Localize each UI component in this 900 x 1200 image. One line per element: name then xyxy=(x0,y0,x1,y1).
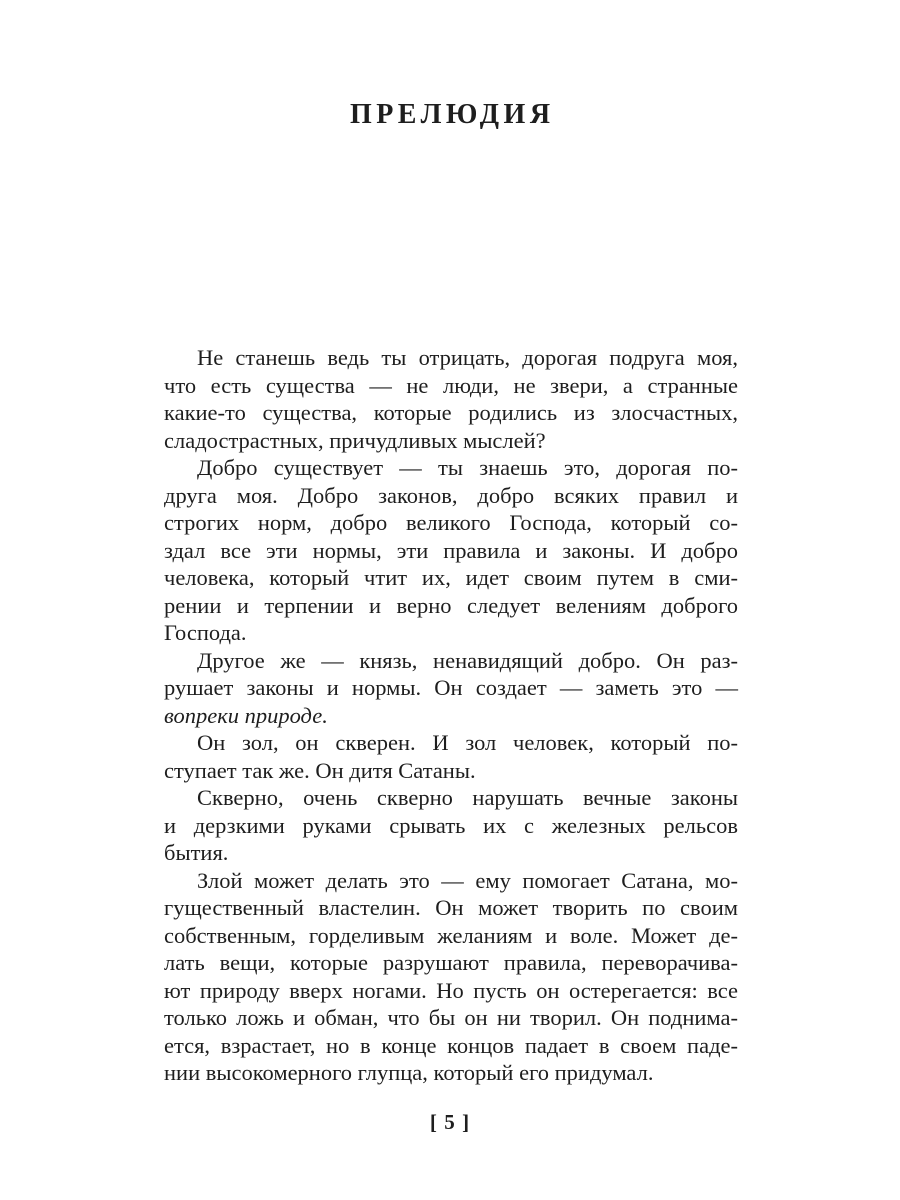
text-line: гущественный властелин. Он может творить по своим xyxy=(164,895,738,920)
text-line: ступает так же. Он дитя Сатаны. xyxy=(164,757,476,783)
text-line: Добро существует — ты знаешь это, дорогая по- xyxy=(197,455,738,480)
text-line: только ложь и обман, что бы он ни творил. Он поднима- xyxy=(164,1005,738,1030)
text-line: Господа. xyxy=(164,620,247,645)
paragraph xyxy=(164,784,738,867)
text-line: вопреки природе. xyxy=(164,702,328,728)
text-line: ют природу вверх ногами. Но пусть он остерегается: все xyxy=(164,977,738,1003)
page-number: [ 5 ] xyxy=(429,1110,471,1134)
text-line: и дерзкими руками срывать их с железных рельсов xyxy=(164,812,738,838)
text-line: ется, взрастает, но в конце концов падает в своем паде- xyxy=(164,1032,738,1058)
text-line: Не станешь ведь ты отрицать, дорогая подруга моя, xyxy=(197,345,738,370)
text-line: что есть существа — не люди, не звери, а странные xyxy=(164,372,738,398)
text-line: Другое же — князь, ненавидящий добро. Он раз- xyxy=(197,647,738,673)
text-line: какие-то существа, которые родились из злосчастных, xyxy=(164,400,738,425)
text-line: рушает законы и нормы. Он создает — заметь это — xyxy=(164,675,738,700)
text-line: Злой может делать это — ему помогает Сатана, мо- xyxy=(197,867,738,893)
body-text xyxy=(164,344,738,1087)
text-line: Он зол, он скверен. И зол человек, который по- xyxy=(197,730,738,755)
paragraph xyxy=(164,344,738,454)
text-line: нии высокомерного глупца, который его придумал. xyxy=(164,1060,654,1085)
chapter-title: ПРЕЛЮДИЯ xyxy=(349,99,555,130)
text-line: здал все эти нормы, эти правила и законы. И добро xyxy=(164,537,738,563)
text-line: человека, который чтит их, идет своим путем в сми- xyxy=(164,565,738,590)
text-line: Скверно, очень скверно нарушать вечные законы xyxy=(197,785,738,810)
text-line: сладострастных, причудливых мыслей? xyxy=(164,427,546,453)
text-line: друга моя. Добро законов, добро всяких правил и xyxy=(164,482,738,508)
paragraph xyxy=(164,647,738,730)
paragraph xyxy=(164,729,738,784)
text-line: собственным, горделивым желаниям и воле. Может де- xyxy=(164,922,738,948)
text-line: рении и терпении и верно следует велениям доброго xyxy=(164,592,738,618)
paragraph xyxy=(164,454,738,647)
text-line: строгих норм, добро великого Господа, который со- xyxy=(164,510,738,535)
paragraph xyxy=(164,867,738,1087)
text-line: лать вещи, которые разрушают правила, переворачива- xyxy=(164,950,738,975)
text-line: бытия. xyxy=(164,840,229,865)
